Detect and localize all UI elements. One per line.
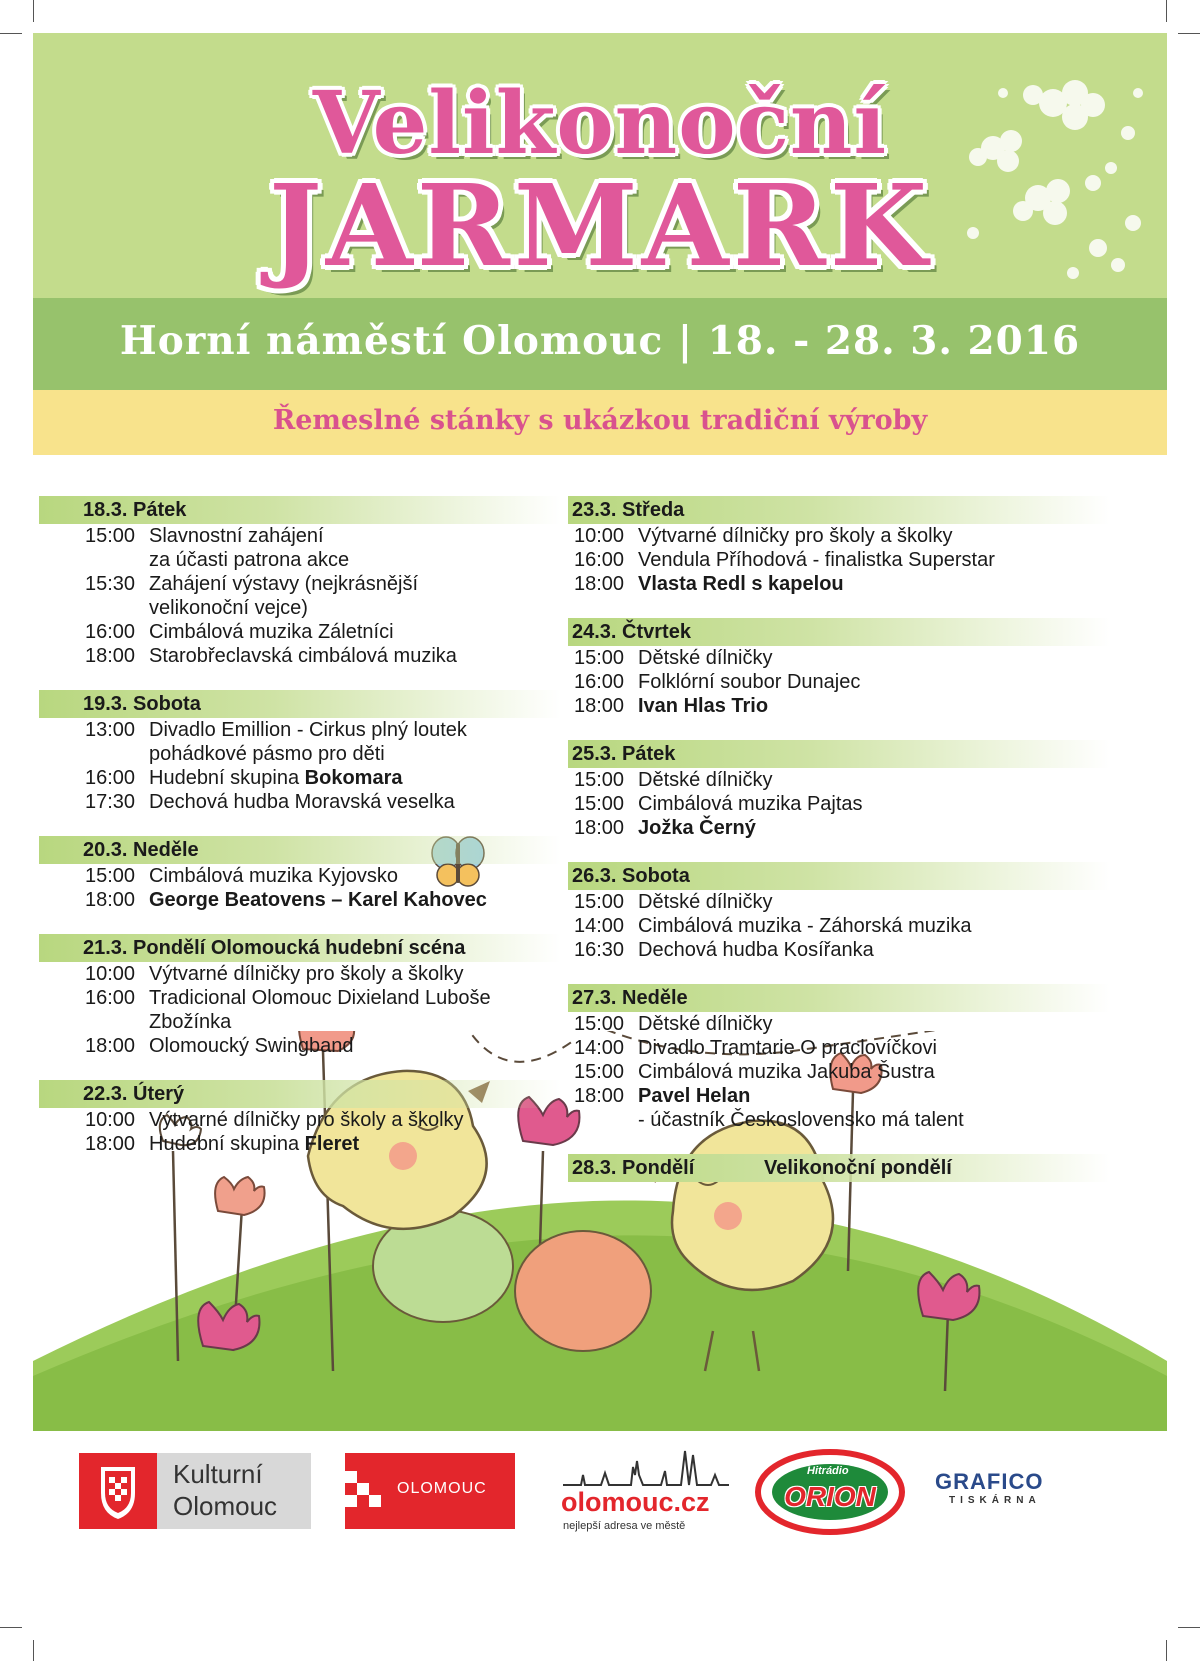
location-band [33,298,1167,390]
event-row [41,1132,561,1156]
event-time: 16:00 [574,671,625,693]
event-performer: Ivan Hlas Trio [638,695,769,717]
event-row [41,888,561,912]
grafico-logo [935,1469,1075,1519]
crop-mark [33,1640,34,1661]
event-time [85,548,149,572]
subtitle-band [33,390,1167,455]
event-time: 13:00 [85,719,136,741]
day-heading: 27.3. Neděle [568,984,1110,1012]
last-day-name: Velikonoční pondělí [764,1157,952,1179]
event-time: 15:30 [85,573,136,595]
event-time: 17:30 [85,791,136,813]
crop-mark [1178,1627,1200,1628]
event-row [41,962,561,986]
event-row [570,572,1110,596]
crop-mark [1178,33,1200,34]
title-line2: JARMARK [268,161,932,292]
event-time: 18:00 [85,1035,136,1057]
event-row [41,1108,561,1132]
day-heading: 24.3. Čtvrtek [568,618,1110,646]
event-row [41,596,561,620]
poster [33,33,1167,1628]
coat-of-arms-icon [79,1453,157,1529]
event-time: 16:30 [574,939,625,961]
event-text: Dětské dílničky [638,769,773,791]
day-heading: 19.3. Sobota [39,690,561,718]
kulturni-olomouc-logo [79,1453,311,1529]
event-text: Divadlo Emillion - Cirkus plný loutek [149,719,467,741]
event-text: Vendula Příhodová - finalistka Superstar [638,549,995,571]
day-heading: 26.3. Sobota [568,862,1110,890]
day-block [570,496,1110,596]
event-time [574,1108,638,1132]
event-text: Divadlo Tramtarie O praclovíčkovi [638,1037,937,1059]
event-row [570,646,1110,670]
crop-mark [1166,0,1167,22]
event-row [41,620,561,644]
event-text: Výtvarné dílničky pro školy a školky [149,1109,464,1131]
day-heading: 25.3. Pátek [568,740,1110,768]
event-text: Dětské dílničky [638,891,773,913]
day-block [41,836,561,912]
event-row [41,986,561,1010]
day-block [41,1080,561,1156]
event-performer: Pavel Helan [638,1085,751,1107]
event-text: Zahájení výstavy (nejkrásnější [149,573,419,595]
event-time: 15:00 [574,793,625,815]
day-heading: 23.3. Středa [568,496,1110,524]
event-row [570,914,1110,938]
event-time: 15:00 [574,1013,625,1035]
hitradio-orion-logo [755,1449,905,1535]
event-time: 18:00 [574,817,625,839]
event-time: 14:00 [574,915,625,937]
event-time: 14:00 [574,1037,625,1059]
event-text: Cimbálová muzika Jakuba Šustra [638,1061,935,1083]
event-time: 15:00 [85,525,136,547]
day-block [570,862,1110,962]
event-time: 15:00 [574,891,625,913]
event-text: Dechová hudba Moravská veselka [149,791,455,813]
event-text: Zbožínka [149,1011,232,1033]
event-time: 16:00 [85,767,136,789]
event-time: 18:00 [574,1085,625,1107]
olomouc-cz-tagline: nejlepší adresa ve městě [563,1520,686,1532]
day-block [570,984,1110,1132]
event-performer: Bokomara [304,767,403,789]
header-banner [33,33,1167,298]
day-heading [568,1154,1110,1182]
event-time: 18:00 [85,645,136,667]
event-time: 10:00 [85,1109,136,1131]
event-text: Starobřeclavská cimbálová muzika [149,645,457,667]
event-text: Tradicional Olomouc Dixieland Luboše [149,987,491,1009]
event-time [85,742,149,766]
event-row [570,1036,1110,1060]
kulturni-line1: Kulturní [173,1459,263,1489]
event-text: Folklórní soubor Dunajec [638,671,861,693]
event-time: 15:00 [85,865,136,887]
event-row [570,548,1110,572]
event-time: 15:00 [574,1061,625,1083]
event-row [41,1010,561,1034]
event-text: Dechová hudba Kosířanka [638,939,874,961]
event-text: Dětské dílničky [638,1013,773,1035]
event-row [41,790,561,814]
event-time: 16:00 [574,549,625,571]
crop-mark [33,0,34,22]
grafico-text: GRAFICO [935,1469,1044,1494]
day-block [570,618,1110,718]
title-line1: Velikonoční [312,73,888,174]
day-block [41,496,561,668]
event-row [570,1060,1110,1084]
event-time: 18:00 [85,1133,136,1155]
event-time: 18:00 [85,889,136,911]
event-text: za účasti patrona akce [149,549,350,571]
crop-mark [1166,1640,1167,1661]
olomouc-cz-logo [561,1445,731,1535]
location-dates: Horní náměstí Olomouc | 18. - 28. 3. 2016 [119,318,1081,364]
event-time: 18:00 [574,573,625,595]
day-block [570,1154,1110,1182]
event-row [41,864,561,888]
day-block [570,740,1110,840]
event-text: pohádkové pásmo pro děti [149,743,385,765]
event-text: Cimbálová muzika Záletníci [149,621,394,643]
event-time: 16:00 [85,987,136,1009]
event-performer: Jožka Černý [638,817,756,839]
event-row [41,644,561,668]
event-row [570,670,1110,694]
last-day-date: 28.3. Pondělí [572,1157,695,1179]
crop-mark [0,1627,22,1628]
radio-small: Hitrádio [807,1465,849,1477]
event-row [41,742,561,766]
event-text-plain: Hudební skupina [149,767,305,789]
event-row [41,718,561,742]
event-text-plain: Hudební skupina [149,1133,305,1155]
event-text: Dětské dílničky [638,647,773,669]
event-time: 18:00 [574,695,625,717]
skyline-icon [561,1445,731,1489]
event-row [570,816,1110,840]
event-performer: George Beatovens – Karel Kahovec [149,889,487,911]
event-row [41,1034,561,1058]
event-row [41,548,561,572]
event-row [570,694,1110,718]
event-row [41,766,561,790]
event-time: 15:00 [574,647,625,669]
event-row [41,572,561,596]
day-block [41,934,561,1058]
event-text [149,1132,561,1156]
event-row [41,524,561,548]
event-time: 10:00 [85,963,136,985]
event-time: 15:00 [574,769,625,791]
event-row [570,1012,1110,1036]
schedule-right-column [570,496,1110,1204]
radio-name: ORION [784,1481,876,1512]
event-text: Cimbálová muzika Kyjovsko [149,865,398,887]
event-time [85,596,149,620]
grafico-tagline: TISKÁRNA [949,1495,1041,1506]
olomouc-cz-text: olomouc.cz [561,1487,710,1517]
event-time: 10:00 [574,525,625,547]
olomouc-city-logo [345,1453,515,1529]
day-block [41,690,561,814]
event-row [570,792,1110,816]
checker-icon [345,1453,385,1529]
kulturni-line2: Olomouc [173,1491,278,1521]
event-text: Výtvarné dílničky pro školy a školky [149,963,464,985]
event-row [570,938,1110,962]
subtitle: Řemeslné stánky s ukázkou tradiční výroby [272,405,928,436]
schedule-left-column [41,496,561,1178]
event-text: velikonoční vejce) [149,597,308,619]
event-text: Olomoucký Swingband [149,1035,354,1057]
event-performer: Fleret [304,1133,360,1155]
olomouc-label: OLOMOUC [397,1480,487,1497]
event-row [570,1108,1110,1132]
event-text: Výtvarné dílničky pro školy a školky [638,525,953,547]
event-time: 16:00 [85,621,136,643]
day-heading: 18.3. Pátek [39,496,561,524]
event-text: - účastník Československo má talent [638,1109,964,1131]
event-row [570,1084,1110,1108]
day-heading: 20.3. Neděle [39,836,561,864]
event-time [85,1010,149,1034]
event-text: Cimbálová muzika - Záhorská muzika [638,915,972,937]
crop-mark [0,33,22,34]
day-heading: 21.3. Pondělí Olomoucká hudební scéna [39,934,561,962]
event-performer: Vlasta Redl s kapelou [638,573,844,595]
event-text [149,766,561,790]
event-text: Cimbálová muzika Pajtas [638,793,863,815]
event-row [570,768,1110,792]
event-text: Slavnostní zahájení [149,525,324,547]
sponsor-logos [33,1431,1167,1551]
event-row [570,890,1110,914]
day-heading: 22.3. Úterý [39,1080,561,1108]
event-row [570,524,1110,548]
